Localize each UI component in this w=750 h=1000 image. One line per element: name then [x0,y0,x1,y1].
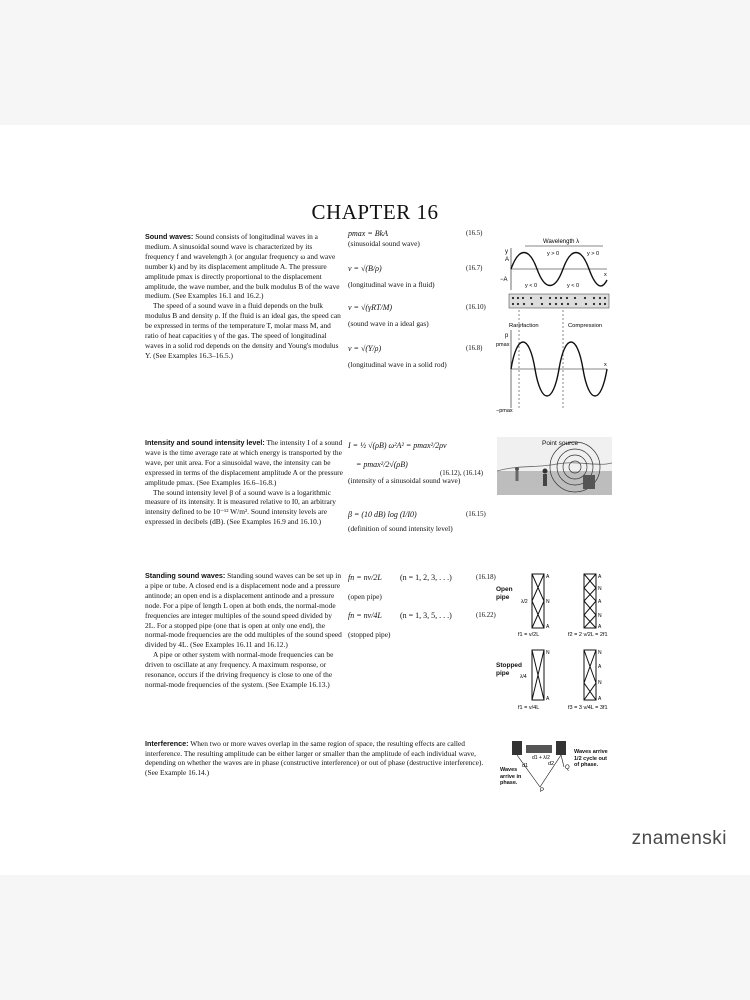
person-head [543,469,548,474]
node-label: N [598,650,602,656]
in-phase-label: Waves arrive in phase. [500,767,522,786]
axis-y-label: y [505,249,508,255]
interference-heading: Interference: [145,739,189,748]
eq-formula: v = √(γRT/M) [348,303,393,312]
eq-16-15 [348,510,486,534]
person-head [515,467,519,471]
in-phase-label-box [500,767,530,795]
path-q [561,755,564,767]
antinode-label: A [598,696,602,702]
neg-pmax-label: −pmax [496,408,513,414]
antinode-label: A [598,624,602,630]
y-pos-1-label: y > 0 [547,251,560,257]
p-label: P [540,788,545,794]
out-phase-label: Waves arrive 1/2 cycle out of phase. [574,749,608,768]
node-label: N [546,599,550,605]
eq-16-7 [348,264,483,290]
eq-condition: (n = 1, 2, 3, . . .) [400,573,452,582]
amp-neg-label: −A [500,277,508,283]
f2-open-label: f2 = 2 v/2L = 2f1 [568,632,608,638]
eq-formula: fn = nv/4L [348,611,382,620]
eq-caption: (definition of sound intensity level) [348,524,453,533]
eq-caption: (longitudinal wave in a solid rod) [348,360,447,369]
standing-text [145,571,343,690]
eq-formula: v = √(Y/ρ) [348,344,382,353]
standing-heading: Standing sound waves: [145,571,226,580]
eq-caption: (longitudinal wave in a fluid) [348,280,435,289]
antinode-label: A [546,624,550,630]
sound-waves-p1: Sound consists of longitudinal waves in a medium. A sinusoidal sound wave is characterized by its frequency f and wavelength λ (or angular frequency ω and wave number k) and by its displacement amplitude A. The pressure amplitude pmax is directly proportional to the displacement amplitude, the wave number, and the bulk modulus B of the wave medium. (See Examples 16.1 and 16.2.) [145,232,340,301]
intensity-text [145,438,343,527]
eq-formula: I = ½ √(ρB) ω²A² = pmax²/2ρv [348,441,447,450]
node-label: N [598,613,602,619]
eq-16-5 [348,229,483,249]
eq-16-10 [348,303,486,329]
out-phase-label-box [574,749,610,789]
eq-number: (16.8) [466,345,483,352]
eq-formula-line2: = pmax²/2√(ρB) [356,460,408,469]
eq-16-18 [348,573,496,602]
node-label: N [598,680,602,686]
rarefaction-label: Rarefaction [509,323,539,329]
person-body [543,474,547,486]
speaker [583,475,595,489]
sound-wave-figure [495,230,610,415]
eq-number: (16.22) [476,612,496,619]
y-neg-1-label: y < 0 [525,283,538,289]
antinode-label: A [598,599,602,605]
eq-number: (16.7) [466,265,483,272]
eq-16-12 [348,441,484,486]
interference-p1: When two or more waves overlap in the same region of space, the resulting effects are called interference. The resulting amplitude can be either larger or smaller than the amplitude of each individual wave, depending on whether the waves are in phase (constructive interference) or out of phase (destructive interference). (See Example 16.14.) [145,739,484,777]
amp-pos-label: A [505,257,510,263]
sound-waves-p2: The speed of a sound wave in a fluid depends on the bulk modulus B and density ρ. If the fluid is an ideal gas, the speed can be expressed in terms of the temperature T, molar mass M, and ratio of heat capacities γ of the gas. The speed of longitudinal waves in a solid rod depends on the density and Young's modulus Y. (See Examples 16.3–16.5.) [145,301,341,360]
half-lambda-label: λ/2 [521,599,528,605]
eq-caption: (sinusoidal sound wave) [348,239,420,248]
intensity-p2: The sound intensity level β of a sound wave is a logarithmic measure of its intensity. It is measured relative to I0, an arbitrary intensity defined to be 10⁻¹² W/m². Sound intensity levels are expressed in decibels (dB). (See Examples 16.9 and 16.10.) [145,487,336,527]
interference-text [145,739,485,777]
d1-label: d1 [522,763,529,769]
eq-condition: (n = 1, 3, 5, . . .) [400,611,452,620]
x-label-2: x [604,362,607,368]
eq-formula: v = √(B/ρ) [348,264,382,273]
standing-p2: A pipe or other system with normal-mode frequencies can be driven to oscillate at any frequency. A maximum response, or resonance, occurs if the driving frequency is close to one of the normal-mode frequencies of the system. (See Example 16.13.) [145,650,334,689]
stopped-pipe-1 [532,650,544,700]
open-pipe-2 [584,574,596,628]
eq-number: (16.18) [476,574,496,581]
f1-stopped-label: f1 = v/4L [518,705,540,711]
y-neg-2-label: y < 0 [567,283,580,289]
eq-number: (16.15) [466,511,486,518]
speaker-left [512,741,522,755]
stopped-pipe-2 [584,650,596,700]
top-margin [0,0,750,125]
antinode-label: A [546,696,550,702]
point-source-label: Point source [542,440,579,447]
f1-open-label: f1 = v/2L [518,632,540,638]
eq-formula: pmax = BkA [348,229,389,238]
point-source-figure [497,437,612,495]
standing-p1: Standing sound waves can be set up in a pipe or tube. A closed end is a displacement node and a pressure antinode; an open end is a displacement antinode and a pressure node. For a pipe of length L open at both ends, the normal-mode frequencies are integer multiples of the sound speed divided by 2L. For a stopped pipe (one that is open at only one end), the normal-mode frequencies are the odd multiples of the sound speed divided by 4L. (See Examples 16.11 and 16.12.) [145,571,342,650]
eq-caption: (stopped pipe) [348,630,391,639]
eq-caption: (sound wave in a ideal gas) [348,319,429,328]
intensity-p1: The intensity I of a sound wave is the time average rate at which energy is transported by the wave, per unit area. For a sinusoidal wave, the intensity can be expressed in terms of the displacement amplitude A or the pressure amplitude pmax. (See Examples 16.6–16.8.) [145,438,343,487]
chapter-title: CHAPTER 16 [311,200,439,224]
eq-16-8 [348,344,483,370]
p-label: p [505,333,509,339]
f3-stopped-label: f3 = 3 v/4L = 3f1 [568,705,608,711]
axis-x-label: x [604,272,607,278]
d1-half-label: d1 + λ/2 [532,755,550,761]
quarter-lambda-label: λ/4 [520,674,527,680]
interference-figure [500,737,610,795]
eq-number: (16.10) [466,304,486,311]
eq-number: (16.5) [466,230,483,237]
antinode-label: A [598,664,602,670]
antinode-label: A [546,574,550,580]
node-label: N [546,650,550,656]
speaker-right [556,741,566,755]
sound-waves-heading: Sound waves: [145,232,194,241]
person-body [516,471,519,481]
compression-label: Compression [568,323,603,329]
q-label: Q [565,765,570,771]
open-pipe-1 [532,574,544,628]
eq-caption: (intensity of a sinusoidal sound wave) [348,476,461,485]
eq-caption: (open pipe) [348,592,382,601]
stereo [526,745,552,753]
wavelength-label: Wavelength λ [543,239,580,245]
eq-formula: fn = nv/2L [348,573,382,582]
stopped-pipe-label: Stopped pipe [496,662,522,677]
antinode-label: A [598,574,602,580]
watermark: znamenski [631,828,727,849]
d2-label: d2 [548,761,555,767]
particle-strip [509,294,609,308]
eq-formula: β = (10 dB) log (I/I0) [348,510,417,519]
intensity-heading: Intensity and sound intensity level: [145,438,265,447]
node-label: N [598,586,602,592]
sound-waves-text [145,232,343,361]
eq-number: (16.12), (16.14) [440,470,484,477]
eq-16-22 [348,611,496,640]
pmax-label: pmax [496,342,510,348]
y-pos-2-label: y > 0 [587,251,600,257]
open-pipe-label: Open pipe [496,586,513,601]
pipes-figure [518,568,618,713]
